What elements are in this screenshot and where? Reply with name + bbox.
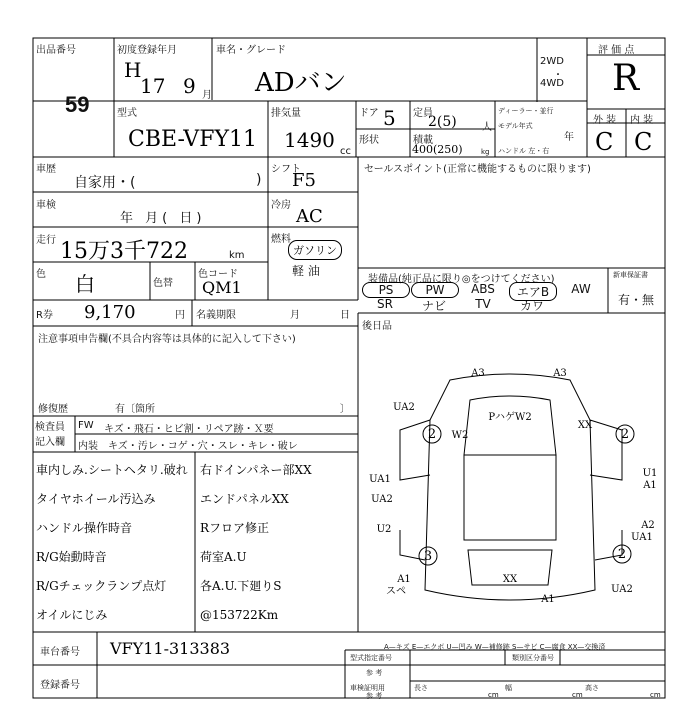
disp-unit: cc — [340, 146, 351, 157]
damage-mark: UA1 — [631, 532, 653, 543]
equipment-item: AW — [571, 282, 591, 296]
equipment-grid — [362, 282, 606, 312]
disp-label: 排気量 — [271, 108, 301, 119]
damage-mark: UA2 — [611, 584, 633, 595]
color-code-label: 色コード — [198, 269, 238, 280]
tax-day: 日 — [340, 310, 350, 321]
damage-mark: UA2 — [393, 402, 415, 413]
tax-month: 月 — [290, 310, 300, 321]
repair-close: 〕 — [340, 404, 350, 415]
mileage-unit: km — [229, 250, 245, 261]
shape-label: 形状 — [359, 135, 379, 146]
inspector-left-notes — [36, 456, 194, 630]
length-unit: cm — [488, 691, 499, 699]
cap-unit: 人 — [482, 122, 492, 133]
fuel-value: ガソリン — [288, 240, 342, 260]
inspection-value: 年 月( 日) — [120, 211, 206, 226]
damage-mark: 2 — [617, 547, 627, 562]
damage-mark: PハゲW2 — [488, 412, 532, 423]
handle-label: ハンドル 左・右 — [498, 147, 550, 155]
warning-label: 注意事項申告欄(不具合内容等は具体的に記入して下さい) — [38, 334, 296, 345]
color-change-label: 色替 — [153, 278, 173, 289]
load-value: 400(250) — [412, 143, 463, 156]
reg-era: H — [124, 58, 142, 82]
cap-label: 定員 — [413, 108, 433, 119]
damage-mark: A2 — [641, 520, 655, 531]
right-note: 荷室A.U — [200, 550, 247, 564]
height-label: 高さ — [585, 684, 599, 692]
width-unit: cm — [572, 691, 583, 699]
year-suffix: 年 — [564, 132, 574, 143]
damage-mark: 2 — [620, 427, 630, 442]
int-items: キズ・汚レ・コゲ・穴・スレ・キレ・破レ — [108, 441, 298, 452]
color-code-value: QM1 — [202, 278, 242, 297]
repair-value: 有〔箇所 — [115, 404, 155, 415]
interior-label: 内 装 — [630, 115, 654, 126]
type-spec-label: 型式指定番号 — [350, 654, 392, 662]
door-value: 5 — [383, 106, 396, 130]
damage-mark: A3 — [471, 368, 485, 379]
equipment-item: カワ — [519, 299, 544, 313]
ac-label: 冷房 — [271, 200, 291, 211]
fuel-label: 燃料 — [271, 234, 291, 245]
equipment-item: PS — [362, 282, 410, 298]
damage-mark: U2 — [376, 524, 392, 535]
inspection-label: 車検 — [36, 200, 56, 211]
recycle-value: 9,170 — [84, 302, 136, 323]
sales-label: セールスポイント(正常に機能するものに限ります) — [364, 164, 591, 175]
int-label: 内装 — [78, 441, 98, 452]
dealer-label: ディーラー・並行 — [498, 107, 554, 115]
interior-value: C — [634, 128, 653, 156]
equipment-item: TV — [475, 297, 491, 311]
recycle-label: R券 — [36, 310, 53, 321]
shift-value: F5 — [292, 170, 316, 191]
load-label: 積載 — [413, 135, 433, 146]
damage-mark: A3 — [553, 368, 567, 379]
damage-mark: XX — [577, 420, 593, 431]
damage-mark: A1 — [643, 480, 657, 491]
equipment-item: エアB — [509, 282, 557, 301]
grade-label: 評 価 点 — [598, 45, 635, 56]
class-label: 類別区分番号 — [512, 654, 554, 662]
left-note: 車内しみ.シートヘタリ.破れ — [36, 463, 188, 477]
car-diagram — [360, 360, 665, 630]
damage-mark: XX — [502, 574, 518, 585]
damage-mark: UA1 — [369, 474, 391, 485]
equipment-item: ナビ — [421, 299, 446, 313]
tax-label: 名義期限 — [196, 310, 236, 321]
model-value: ADバン — [255, 68, 347, 98]
grade-value: R — [612, 58, 640, 99]
damage-mark: U1 — [642, 468, 658, 479]
left-note: R/Gチェックランプ点灯 — [36, 579, 167, 593]
mileage-value: 15万3千722 — [60, 239, 188, 264]
equipment-label: 装備品(純正品に限り◎をつけてください) — [368, 274, 555, 285]
length-label: 長さ — [414, 684, 428, 692]
door-label: ドア — [359, 108, 379, 119]
equipment-item: SR — [377, 297, 393, 311]
type-spec-ref: 参 考 — [366, 669, 383, 677]
ac-value: AC — [296, 206, 323, 227]
exterior-value: C — [595, 128, 614, 156]
damage-legend: A—キズ E—エクボ U—凹み W—補修跡 S—サビ C—腐食 XX—交換済 — [384, 643, 606, 651]
equipment-item: ABS — [471, 282, 495, 296]
reg-date-label: 初度登録年月 — [117, 45, 177, 56]
history-label: 車歴 — [36, 164, 56, 175]
recycle-unit: 円 — [175, 310, 185, 321]
shift-label: シフト — [271, 164, 301, 175]
drive-dot: ・ — [553, 70, 563, 81]
fw-items: キズ・飛石・ヒビ割・リペア跡・Ｘ要 — [104, 424, 274, 435]
fw-label: FW — [78, 420, 94, 431]
lot-label: 出品番号 — [36, 45, 76, 56]
cert-label: 車検証明用 — [350, 684, 385, 692]
disp-value: 1490 — [284, 128, 335, 152]
color-label: 色 — [36, 269, 46, 280]
reg-year: 17 — [140, 74, 166, 98]
type-label: 型式 — [117, 108, 137, 119]
later-label: 後日品 — [362, 321, 392, 332]
chassis-label: 車台番号 — [40, 647, 80, 658]
left-note: R/G始動時音 — [36, 550, 107, 564]
right-note: 各A.U.下廻りS — [200, 579, 282, 593]
load-unit: kg — [481, 148, 490, 156]
left-note: オイルにじみ — [36, 608, 108, 622]
type-value: CBE-VFY11 — [128, 127, 257, 152]
damage-mark: A1 — [541, 594, 555, 605]
exterior-label: 外 装 — [593, 115, 617, 126]
inspector-label: 検査員記入欄 — [35, 422, 65, 448]
drive-4wd: 4WD — [540, 78, 564, 89]
right-note: @153722Km — [200, 608, 279, 622]
damage-mark: 2 — [427, 427, 437, 442]
damage-mark: UA2 — [371, 494, 393, 505]
repair-label: 修復歴 — [38, 404, 68, 415]
right-note: Rフロア修正 — [200, 521, 270, 535]
width-label: 幅 — [505, 684, 512, 692]
warranty-value: 有・無 — [618, 293, 655, 307]
equipment-item: PW — [411, 282, 459, 298]
color-value: 白 — [75, 272, 95, 296]
inspector-right-notes — [200, 456, 356, 630]
right-note: 右ドインパネー部XX — [200, 463, 312, 477]
damage-mark: 3 — [423, 549, 433, 564]
history-close: ) — [256, 172, 262, 188]
damage-mark: W2 — [451, 430, 469, 441]
height-unit: cm — [650, 691, 661, 699]
damage-mark: A1 — [397, 574, 411, 585]
history-value: 自家用・( — [74, 175, 136, 191]
cap-value: 2(5) — [428, 114, 457, 130]
drive-2wd: 2WD — [540, 56, 564, 67]
mileage-label: 走行 — [36, 235, 56, 246]
left-note: タイヤホイール汚込み — [36, 492, 156, 506]
registration-label: 登録番号 — [40, 680, 80, 691]
right-note: エンドパネルXX — [200, 492, 289, 506]
cert-ref: 参 考 — [366, 692, 383, 700]
reg-month: 9 — [183, 74, 196, 98]
diesel-label: 軽 油 — [292, 264, 320, 278]
damage-mark: スペ — [386, 586, 406, 597]
reg-month-unit: 月 — [202, 90, 212, 101]
model-year-label: モデル年式 — [498, 122, 533, 130]
chassis-value: VFY11-313383 — [110, 639, 231, 658]
lot-number: 59 — [65, 92, 90, 117]
left-note: ハンドル操作時音 — [36, 521, 133, 535]
warranty-label: 新車保証書 — [613, 271, 648, 279]
model-label: 車名・グレード — [216, 45, 286, 56]
